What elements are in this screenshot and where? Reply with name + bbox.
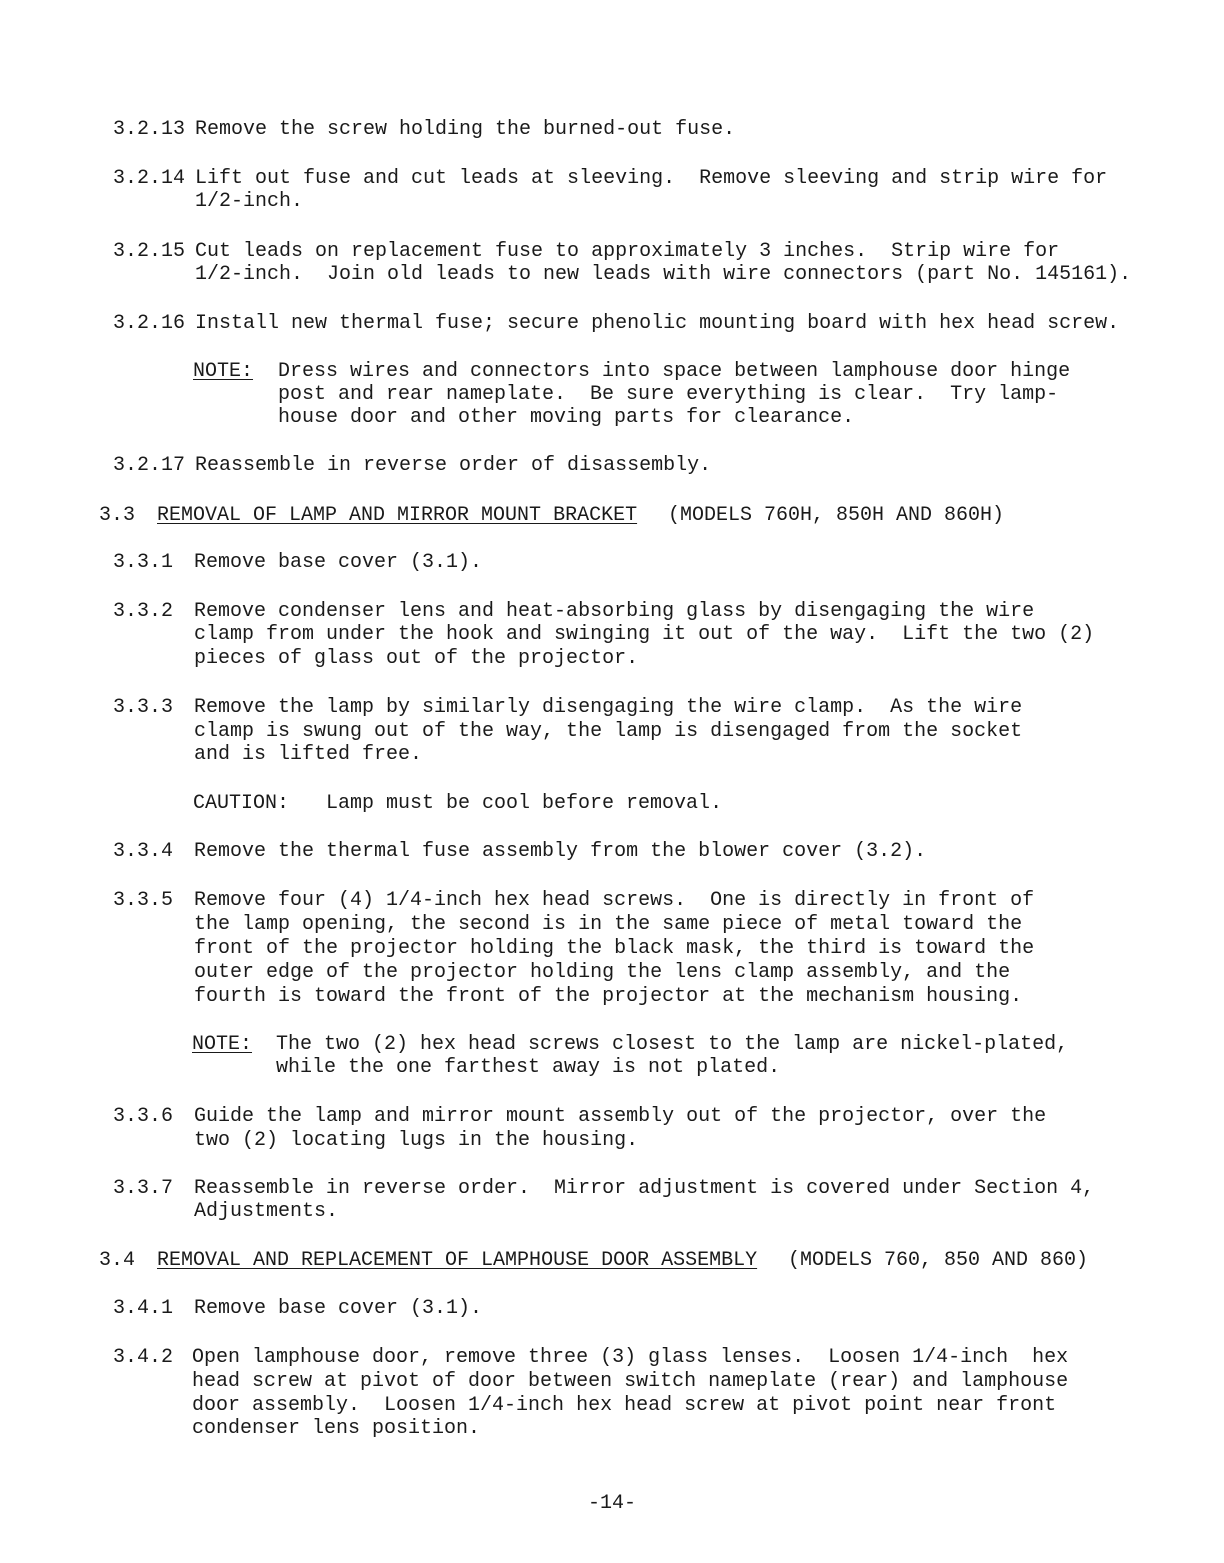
step-text: clamp is swung out of the way, the lamp is disengaged from the socket — [194, 720, 1023, 743]
step-number: 3.3.5 — [113, 889, 174, 912]
step-text: condenser lens position. — [192, 1417, 481, 1440]
note-text: The two (2) hex head screws closest to the lamp are nickel-plated, — [276, 1033, 1069, 1056]
note-label: NOTE: — [192, 1033, 253, 1056]
step-number: 3.3.6 — [113, 1105, 174, 1128]
note-text: Dress wires and connectors into space between lamphouse door hinge — [278, 360, 1071, 383]
step-text: and is lifted free. — [194, 743, 423, 766]
step-text: Reassemble in reverse order of disassembly. — [195, 454, 712, 477]
section-number: 3.3 — [99, 504, 136, 527]
step-number: 3.3.2 — [113, 600, 174, 623]
step-text: Remove the lamp by similarly disengaging the wire clamp. As the wire — [194, 696, 1023, 719]
note-label: NOTE: — [193, 360, 254, 383]
step-number: 3.3.1 — [113, 551, 174, 574]
step-text: front of the projector holding the black mask, the third is toward the — [194, 937, 1035, 960]
step-number: 3.2.13 — [113, 118, 186, 141]
step-number: 3.2.14 — [113, 167, 186, 190]
section-title: REMOVAL OF LAMP AND MIRROR MOUNT BRACKET — [157, 504, 638, 527]
step-text: Remove condenser lens and heat-absorbing glass by disengaging the wire — [194, 600, 1035, 623]
caution-label: CAUTION: — [193, 792, 290, 815]
step-number: 3.3.7 — [113, 1177, 174, 1200]
step-number: 3.4.2 — [113, 1346, 174, 1369]
step-text: 1/2-inch. — [195, 190, 304, 213]
note-text: while the one farthest away is not plated. — [276, 1056, 781, 1079]
step-text: Remove base cover (3.1). — [194, 1297, 483, 1320]
step-text: Reassemble in reverse order. Mirror adjustment is covered under Section 4, — [194, 1177, 1095, 1200]
step-text: two (2) locating lugs in the housing. — [194, 1129, 639, 1152]
step-number: 3.2.16 — [113, 312, 186, 335]
step-text: Cut leads on replacement fuse to approximately 3 inches. Strip wire for — [195, 240, 1060, 263]
page-number: -14- — [587, 1492, 636, 1515]
step-number: 3.2.17 — [113, 454, 186, 477]
step-number: 3.2.15 — [113, 240, 186, 263]
step-text: Remove the screw holding the burned-out fuse. — [195, 118, 736, 141]
step-text: Guide the lamp and mirror mount assembly out of the projector, over the — [194, 1105, 1047, 1128]
step-text: Remove four (4) 1/4-inch hex head screws. One is directly in front of — [194, 889, 1035, 912]
step-text: Adjustments. — [194, 1200, 339, 1223]
step-text: door assembly. Loosen 1/4-inch hex head screw at pivot point near front — [192, 1394, 1057, 1417]
step-text: 1/2-inch. Join old leads to new leads with wire connectors (part No. 145161). — [195, 263, 1132, 286]
note-text: house door and other moving parts for clearance. — [278, 406, 855, 429]
step-number: 3.4.1 — [113, 1297, 174, 1320]
step-number: 3.3.3 — [113, 696, 174, 719]
section-models: (MODELS 760H, 850H AND 860H) — [668, 504, 1005, 527]
section-models: (MODELS 760, 850 AND 860) — [788, 1249, 1089, 1272]
step-text: Install new thermal fuse; secure phenolic mounting board with hex head screw. — [195, 312, 1120, 335]
step-text: Lift out fuse and cut leads at sleeving. Remove sleeving and strip wire for — [195, 167, 1108, 190]
step-text: head screw at pivot of door between switch nameplate (rear) and lamphouse — [192, 1370, 1069, 1393]
step-text: Remove the thermal fuse assembly from the blower cover (3.2). — [194, 840, 927, 863]
step-text: clamp from under the hook and swinging it out of the way. Lift the two (2) — [194, 623, 1095, 646]
step-text: Open lamphouse door, remove three (3) glass lenses. Loosen 1/4-inch hex — [192, 1346, 1069, 1369]
section-number: 3.4 — [99, 1249, 136, 1272]
caution-text: Lamp must be cool before removal. — [326, 792, 723, 815]
step-text: outer edge of the projector holding the lens clamp assembly, and the — [194, 961, 1011, 984]
step-number: 3.3.4 — [113, 840, 174, 863]
step-text: the lamp opening, the second is in the same piece of metal toward the — [194, 913, 1023, 936]
step-text: Remove base cover (3.1). — [194, 551, 483, 574]
note-text: post and rear nameplate. Be sure everything is clear. Try lamp- — [278, 383, 1059, 406]
step-text: fourth is toward the front of the projector at the mechanism housing. — [194, 985, 1023, 1008]
step-text: pieces of glass out of the projector. — [194, 647, 639, 670]
section-title: REMOVAL AND REPLACEMENT OF LAMPHOUSE DOOR ASSEMBLY — [157, 1249, 758, 1272]
